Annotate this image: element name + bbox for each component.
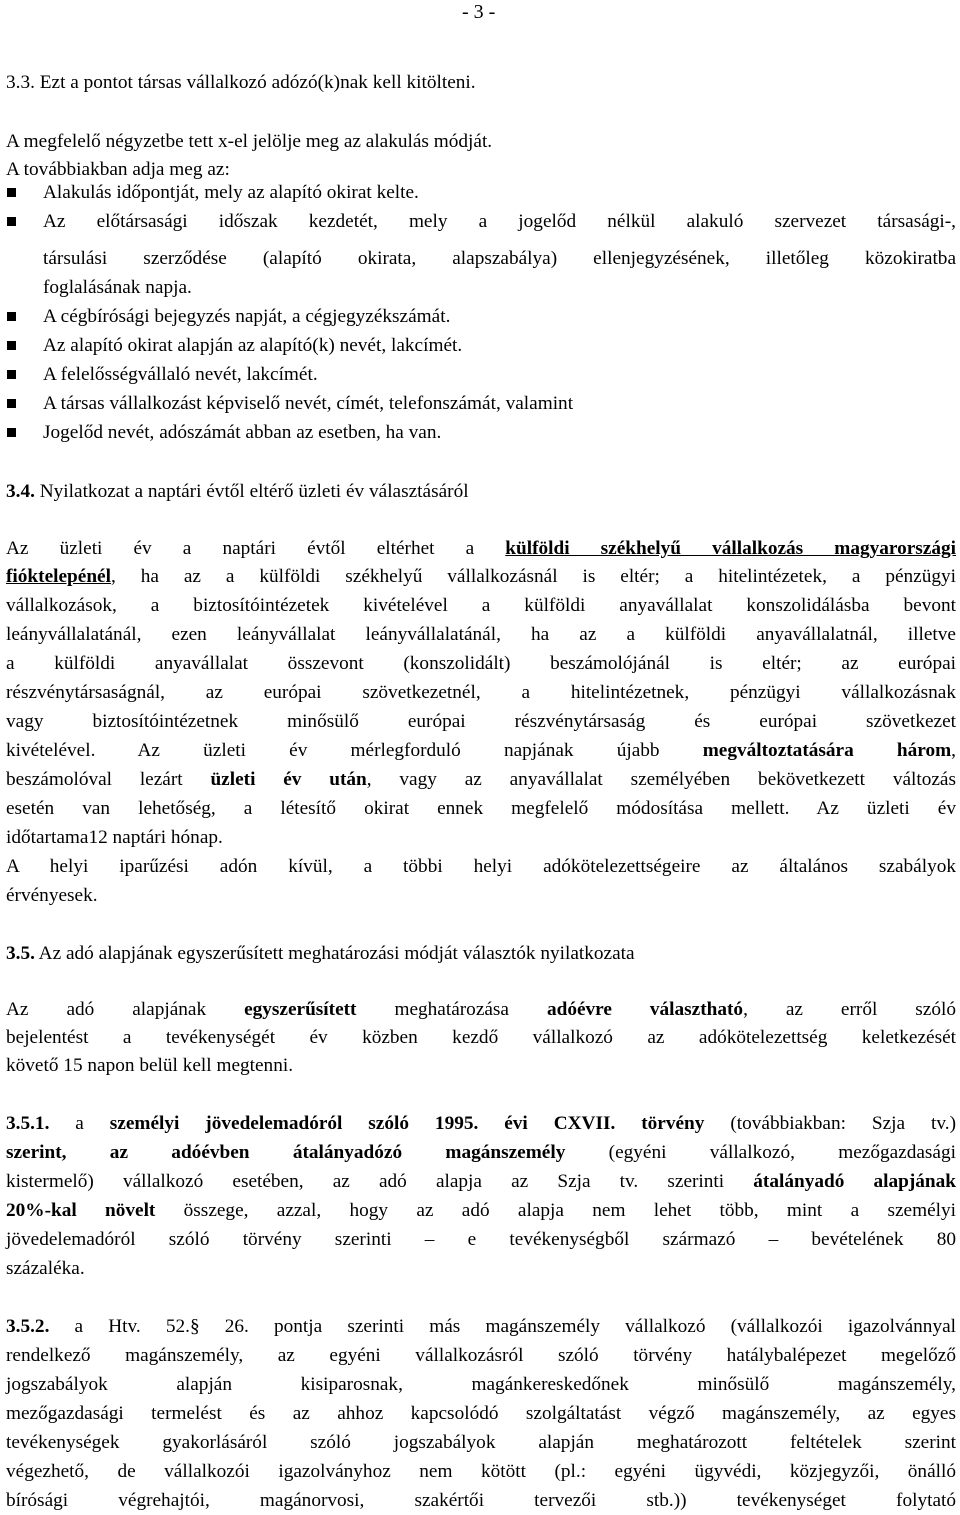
- section-3-5-2-line: 3.5.2. a Htv. 52.§ 26. pontja szerinti más magánszemély vállalkozó (vállalkozói igazolvánnyal: [6, 1316, 956, 1337]
- paragraph-line: tevékenységek gyakorlásáról szóló jogszabályok alapján meghatározott feltételek szerint: [6, 1432, 956, 1453]
- paragraph-line: érvényesek.: [6, 885, 98, 906]
- paragraph-line: leányvállalatánál, ezen leányvállalat leányvállalatánál, ha az a külföldi anyavállalatnál, illetve: [6, 624, 956, 645]
- section-3-5-1-line: 3.5.1. a személyi jövedelemadóról szóló 1995. évi CXVII. törvény (továbbiakban: Szja tv.): [6, 1113, 956, 1134]
- paragraph-text: A továbbiakban adja meg az:: [6, 159, 230, 180]
- paragraph-line: esetén van lehetőség, a létesítő okirat ennek megfelelő módosítása mellett. Az üzleti év: [6, 798, 956, 819]
- square-bullet-icon: [7, 312, 16, 321]
- paragraph-text: A megfelelő négyzetbe tett x-el jelölje meg az alakulás módját.: [6, 131, 493, 152]
- paragraph-line: mezőgazdasági termelést és az ahhoz kapcsolódó szolgáltatást végző magánszemély, az egyes: [6, 1403, 956, 1424]
- page-number: - 3 -: [462, 1, 496, 23]
- bullet-item: Az alapító okirat alapján az alapító(k) nevét, lakcímét.: [43, 335, 463, 356]
- paragraph-line: Az adó alapjának egyszerűsített meghatározása adóévre választható, az erről szóló: [6, 999, 956, 1020]
- paragraph-line: végezhető, de vállalkozói igazolványhoz nem kötött (pl.: egyéni ügyvédi, közjegyzői, önálló: [6, 1461, 956, 1482]
- paragraph-line: bejelentést a tevékenységét év közben kezdő vállalkozó az adókötelezettség keletkezését: [6, 1027, 956, 1048]
- square-bullet-icon: [7, 188, 16, 197]
- square-bullet-icon: [7, 428, 16, 437]
- paragraph-line: százaléka.: [6, 1258, 85, 1279]
- paragraph-line: 20%-kal növelt összege, azzal, hogy az adó alapja nem lehet több, mint a személyi: [6, 1200, 956, 1221]
- square-bullet-icon: [7, 399, 16, 408]
- paragraph-line: Az üzleti év a naptári évtől eltérhet a külföldi székhelyű vállalkozás magyarországi: [6, 538, 957, 559]
- paragraph-line: vagy biztosítóintézetnek minősülő európai részvénytársaság és európai szövetkezet: [6, 711, 956, 732]
- paragraph-line: részvénytársaságnál, az európai szövetkezetnél, a hitelintézetnek, pénzügyi vállalkozásnak: [6, 682, 956, 703]
- bullet-item: A cégbírósági bejegyzés napját, a cégjegyzékszámát.: [43, 306, 451, 327]
- section-3-4-heading: 3.4. Nyilatkozat a naptári évtől eltérő üzleti év választásáról: [6, 481, 469, 502]
- bullet-item: A társas vállalkozást képviselő nevét, címét, telefonszámát, valamint: [43, 393, 574, 414]
- paragraph-line: fióktelepénél, ha az a külföldi székhelyű vállalkozásnál is eltér; a hitelintézetek, a pénzügyi: [6, 566, 956, 587]
- bullet-item-continuation: társulási szerződése (alapító okirata, alapszabálya) ellenjegyzésének, illetőleg közokiratba: [43, 248, 956, 269]
- bullet-item: A felelősségvállaló nevét, lakcímét.: [43, 364, 318, 385]
- paragraph-line: követő 15 napon belül kell megtenni.: [6, 1055, 294, 1076]
- paragraph-line: beszámolóval lezárt üzleti év után, vagy az anyavállalat személyében bekövetkezett változás: [6, 769, 956, 790]
- bullet-item-continuation: foglalásának napja.: [43, 277, 192, 298]
- square-bullet-icon: [7, 217, 16, 226]
- section-3-5-heading: 3.5. Az adó alapjának egyszerűsített meghatározási módját választók nyilatkozata: [6, 943, 635, 964]
- paragraph-line: rendelkező magánszemély, az egyéni vállalkozásról szóló törvény hatálybalépezet megelőző: [6, 1345, 956, 1366]
- paragraph-line: jogszabályok alapján kisiparosnak, magánkereskedőnek minősülő magánszemély,: [6, 1374, 956, 1395]
- paragraph-line: időtartama12 naptári hónap.: [6, 827, 223, 848]
- paragraph-line: jövedelemadóról szóló törvény szerinti – e tevékenységből származó – bevételének 80: [6, 1229, 956, 1250]
- bullet-item: Alakulás időpontját, mely az alapító okirat kelte.: [43, 182, 419, 203]
- square-bullet-icon: [7, 370, 16, 379]
- paragraph-line: A helyi iparűzési adón kívül, a többi helyi adókötelezettségeire az általános szabályok: [6, 856, 956, 877]
- paragraph-line: szerint, az adóévben átalányadózó magánszemély (egyéni vállalkozó, mezőgazdasági: [6, 1142, 956, 1163]
- bullet-item: Az előtársasági időszak kezdetét, mely a jogelőd nélkül alakuló szervezet társasági-,: [43, 211, 956, 232]
- paragraph-line: kistermelő) vállalkozó esetében, az adó alapja az Szja tv. szerinti átalányadó alapjának: [6, 1171, 956, 1192]
- square-bullet-icon: [7, 341, 16, 350]
- paragraph-line: kivételével. Az üzleti év mérlegforduló napjának újabb megváltoztatására három,: [6, 740, 956, 761]
- paragraph-line: vállalkozások, a biztosítóintézetek kivételével a külföldi anyavállalat konszolidálásba bevont: [6, 595, 956, 616]
- bullet-item: Jogelőd nevét, adószámát abban az esetben, ha van.: [43, 422, 442, 443]
- section-3-3-heading: 3.3. Ezt a pontot társas vállalkozó adózó(k)nak kell kitölteni.: [6, 72, 476, 93]
- paragraph-line: a külföldi anyavállalat összevont (konszolidált) beszámolójánál is eltér; az európai: [6, 653, 956, 674]
- paragraph-line: bírósági végrehajtói, magánorvosi, szakértői tervezői stb.)) tevékenységet folytató: [6, 1490, 956, 1511]
